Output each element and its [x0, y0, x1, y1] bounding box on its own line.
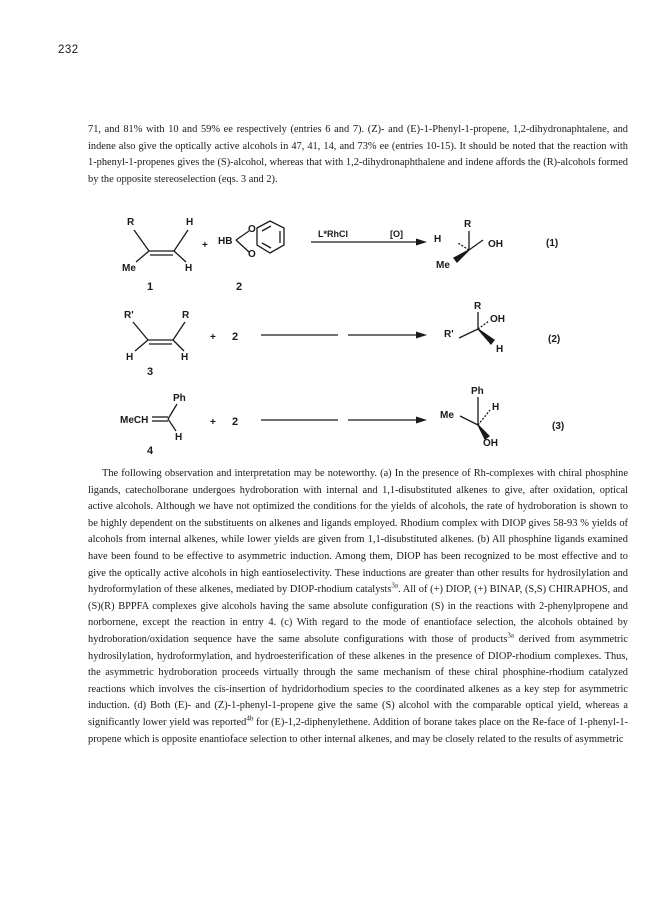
reaction-arrow-3: [261, 417, 427, 424]
catecholborane: [236, 221, 284, 253]
equation-3: [120, 386, 564, 457]
alkene-3: [133, 322, 185, 351]
equation-number-2: (2): [548, 334, 561, 345]
equation-2: [124, 301, 560, 378]
plus-sign: +: [202, 240, 208, 251]
product-3-h-label: H: [492, 402, 500, 413]
compound-4-number: 4: [147, 445, 154, 457]
product-1: [454, 231, 483, 262]
product-1-oh-label: OH: [488, 239, 503, 250]
alkene-3-rprime-label: R': [124, 310, 134, 321]
product-2-oh-label: OH: [490, 314, 505, 325]
alkene-1-h-top-label: H: [186, 217, 194, 228]
reaction-arrow-2: [261, 332, 427, 339]
product-2: [459, 312, 494, 344]
reactant-2-number: 2: [232, 331, 239, 343]
product-1-me-label: Me: [436, 260, 450, 271]
paragraph-intro: 71, and 81% with 10 and 59% ee respectively (entries 6 and 7). (Z)- and (E)-1-Phenyl-1-propene, 1,2-dihydronaphtalene, and indene also give the optically active alcohols in 47, 41, 14, and 73% ee (entries 10-15). It should be noted that the reaction with 1-phenyl-1-propenes gives the (S)-alcohol, whereas that with 1,2-dihydronaphthalene and indene affords the (R)-alcohols formed by the opposite stereoselection (eqs. 3 and 2).: [88, 124, 628, 185]
catechol-o-bottom: O: [248, 249, 256, 260]
paragraph-discussion: [88, 466, 628, 748]
alkene-4-h-label: H: [175, 432, 183, 443]
catechol-o-top: O: [248, 224, 256, 235]
alkene-4-mech-label: MeCH: [120, 415, 149, 426]
reference-superscript: 3a: [391, 581, 398, 590]
alkene-1: [134, 230, 188, 262]
equation-1: [122, 217, 558, 293]
alkene-4: [152, 404, 177, 431]
product-3-me-label: Me: [440, 410, 454, 421]
alkene-1-me-label: Me: [122, 263, 136, 274]
alkene-1-r-label: R: [127, 217, 135, 228]
page-number: 232: [58, 44, 79, 56]
reactant-2-number: 2: [232, 416, 239, 428]
discussion-text-part-4: for (E)-1,2-diphenylethene. Addition of borane takes place on the Re-face of 1-phenyl-1-propene which is opposite enantioface selection to other internal alkenes, and may be closely related to the results of asymmetric: [88, 716, 628, 745]
reaction-arrow-1: [311, 239, 427, 246]
product-3-oh-label: OH: [483, 438, 498, 449]
alkene-3-r-label: R: [182, 310, 190, 321]
product-3-ph-label: Ph: [471, 386, 484, 397]
product-3: [460, 397, 490, 439]
oxidant-label: [O]: [390, 229, 403, 239]
borane-hb-label: HB: [218, 236, 233, 247]
plus-sign: +: [210, 417, 216, 428]
product-2-rprime-label: R': [444, 329, 454, 340]
alkene-1-h-bottom-label: H: [185, 263, 193, 274]
plus-sign: +: [210, 332, 216, 343]
alkene-4-ph-label: Ph: [173, 393, 186, 404]
discussion-text-part-1: The following observation and interpretation may be noteworthy. (a) In the presence of Rh-complexes with chiral phosphine ligands, catecholborane undergoes hydroboration with internal and 1,1-disubstituted alkenes to give, after oxidation, optical active alcohols. Although we have not optimized the conditions for the yields of alcohols, the rate of hydroboration is shown to be highly dependent on the substituents on alkenes and ligands employed. Rhodium complex with DIOP gives 58-93 % yields of alcohols from internal alkenes, while lower yields are given from 1,1-disubstituted alkenes. (b) All phosphine ligands examined have been found to be effective to asymmetric induction. Among them, DIOP has been recognized to be most effective and to give the optically active alcohols in high eantioselectivity. These inductions are greater than other results for hydrosilylation and hydroformylation of these alkenes, mediated by DIOP-rhodium catalysts: [88, 468, 628, 596]
alkene-3-h-right-label: H: [181, 352, 189, 363]
alkene-3-h-left-label: H: [126, 352, 134, 363]
product-2-r-label: R: [474, 301, 482, 312]
discussion-text-part-2: . All of (+) DIOP, (+) BINAP, (S,S) CHIRAPHOS, and (S)(R) BPPFA complexes give alcohols having the same absolute configuration (S) in the reactions with 2-phenylpropene and norbornene, except the reaction in entry 4. (c) With regard to the mode of enantioface selection, the alcohols obtained by hydroboration/oxidation sequence have the same absolute configurations with those of products: [88, 584, 628, 645]
product-2-h-label: H: [496, 344, 504, 355]
catalyst-label: L*RhCl: [318, 229, 348, 239]
compound-1-number: 1: [147, 281, 154, 293]
equation-number-3: (3): [552, 421, 565, 432]
discussion-text-part-3: derived from asymmetric hydrosilylation, hydroformylation, and hydroesterification of these alkenes in the presence of DIOP-rhodium complexes. Thus, the asymmetric hydroboration proceeds virtually through the same mechanism of these chiral phosphine-rhodium catalyzed reactions which involves the cis-insertion of hydridorhodium species to the coordinated alkenes as a key step for asymmetric induction. (d) Both (E)- and (Z)-1-phenyl-1-propene give the same (S) alcohol with the comparable optical yield, whereas a significantly lower yield was reported: [88, 633, 628, 728]
reference-superscript: 3a: [507, 631, 515, 640]
reference-superscript: 4b: [246, 714, 254, 723]
product-1-h-label: H: [434, 234, 442, 245]
compound-2-number: 2: [236, 281, 243, 293]
equation-number-1: (1): [546, 238, 559, 249]
product-1-r-label: R: [464, 219, 472, 230]
compound-3-number: 3: [147, 366, 154, 378]
